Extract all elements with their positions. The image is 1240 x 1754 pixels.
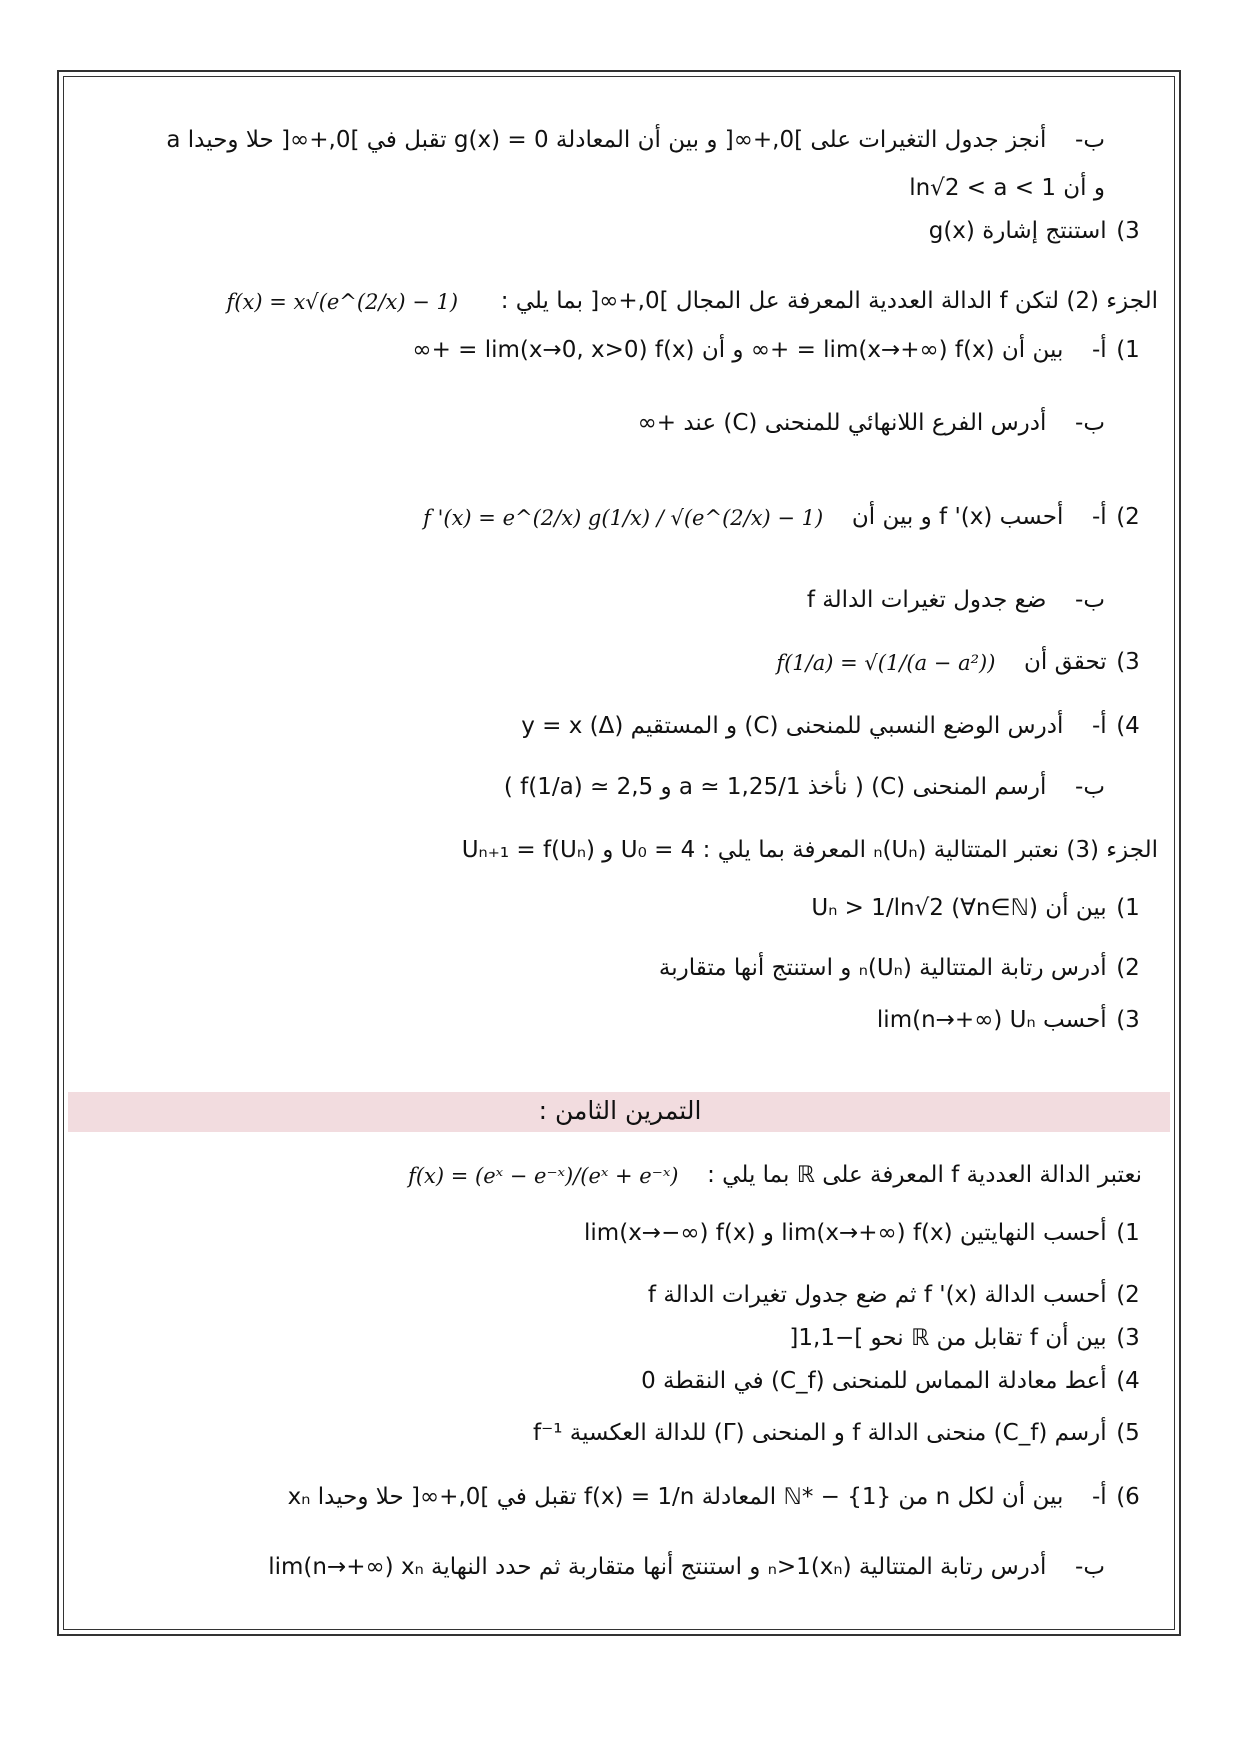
question-text: أرسم المنحنى (C) ( نأخذ 1/a ≃ 1,25 و f(1/a) ≃ 2,5 ) (503, 774, 1047, 800)
function-definition: f(x) = x√(e^(2/x) − 1) (226, 289, 459, 314)
item-marker: أ- (1091, 337, 1107, 363)
question-number: 2) (1116, 955, 1140, 981)
part2-question-2b (807, 585, 1105, 615)
question-number: 2) (1116, 1282, 1140, 1308)
question-number: 4) (1116, 1368, 1140, 1394)
intro-text: نعتبر الدالة العددية f المعرفة على ℝ بما يلي : (707, 1162, 1142, 1188)
exercise-title: التمرين الثامن : (538, 1096, 702, 1125)
part1-question-3 (929, 216, 1142, 246)
exercise8-question-2 (648, 1280, 1142, 1310)
part2-question-1a (412, 335, 1142, 365)
section-heading: الجزء (3) نعتبر المتتالية (Uₙ)ₙ المعرفة بما يلي : U₀ = 4 و Uₙ₊₁ = f(Uₙ) (461, 837, 1158, 863)
item-marker: ب- (1075, 587, 1105, 613)
section-heading: الجزء (2) لتكن f الدالة العددية المعرفة عل المجال ]0,+∞[ بما يلي : (500, 288, 1158, 314)
question-text: بين أن Uₙ > 1/ln√2 (∀n∈ℕ) (811, 895, 1107, 921)
verification-formula: f(1/a) = √(1/(a − a²)) (776, 650, 996, 675)
question-text: بين أن lim(x→+∞) f(x) = +∞ و أن lim(x→0, x>0) f(x) = +∞ (412, 337, 1064, 363)
question-text: أعط معادلة المماس للمنحنى (C_f) في النقطة 0 (641, 1368, 1107, 1394)
part3-heading (462, 835, 1158, 865)
exercise8-question-3 (789, 1323, 1142, 1353)
question-text: استنتج إشارة g(x) (928, 218, 1107, 244)
question-text: أحسب f '(x) و بين أن (851, 504, 1064, 530)
question-number: 4) (1116, 713, 1140, 739)
question-text: أرسم (C_f) منحنى الدالة f و المنحنى (Γ) للدالة العكسية f⁻¹ (532, 1420, 1107, 1446)
item-marker: ب- (1075, 774, 1105, 800)
exercise8-question-1 (584, 1218, 1142, 1248)
question-text: بين أن f تقابل من ℝ نحو ]−1,1[ (789, 1325, 1107, 1351)
item-marker: ب- (1075, 127, 1105, 153)
item-marker: أ- (1091, 713, 1107, 739)
question-number: 1) (1116, 337, 1140, 363)
part2-question-4a (521, 711, 1142, 741)
part2-question-2a (423, 502, 1142, 533)
item-text: أنجز جدول التغيرات على ]0,+∞[ و بين أن المعادلة g(x) = 0 تقبل في ]0,+∞[ حلا وحيدا a (166, 127, 1047, 153)
item-marker: أ- (1091, 504, 1107, 530)
part1-item-b-cont (909, 173, 1105, 203)
part3-question-3 (877, 1005, 1142, 1035)
part3-question-1 (811, 893, 1142, 923)
question-text: أحسب الدالة f '(x) ثم ضع جدول تغيرات الدالة f (647, 1282, 1107, 1308)
question-text: أحسب النهايتين lim(x→+∞) f(x) و lim(x→−∞) f(x) (584, 1220, 1107, 1246)
exercise8-intro (408, 1160, 1142, 1191)
item-text: و أن ln√2 < a < 1 (909, 175, 1105, 201)
derivative-formula: f '(x) = e^(2/x) g(1/x) / √(e^(2/x) − 1) (423, 505, 824, 530)
exercise8-question-5 (533, 1418, 1142, 1448)
question-number: 3) (1116, 1325, 1140, 1351)
question-text: تحقق أن (1024, 649, 1107, 675)
part1-item-b (166, 125, 1105, 155)
part2-question-1b (638, 408, 1105, 438)
question-number: 3) (1116, 1007, 1140, 1033)
question-text: أدرس رتابة المتتالية (xₙ)ₙ>1 و استنتج أنها متقاربة ثم حدد النهاية lim(n→+∞) xₙ (268, 1554, 1047, 1580)
question-number: 1) (1116, 895, 1140, 921)
part2-question-4b (504, 772, 1105, 802)
question-number: 6) (1116, 1484, 1140, 1510)
question-text: أدرس الوضع النسبي للمنحنى (C) و المستقيم y = x (Δ) (521, 713, 1064, 739)
question-text: بين أن لكل n من ℕ* − {1} المعادلة f(x) = 1/n تقبل في ]0,+∞[ حلا وحيدا xₙ (287, 1484, 1064, 1510)
question-text: أحسب lim(n→+∞) Uₙ (876, 1007, 1107, 1033)
question-number: 3) (1116, 218, 1140, 244)
exercise8-question-4 (641, 1366, 1142, 1396)
question-number: 1) (1116, 1220, 1140, 1246)
question-text: أدرس الفرع اللانهائي للمنحنى (C) عند +∞ (637, 410, 1047, 436)
item-marker: ب- (1075, 1554, 1105, 1580)
question-text: أدرس رتابة المتتالية (Uₙ)ₙ و استنتج أنها متقاربة (658, 955, 1107, 981)
question-number: 3) (1116, 649, 1140, 675)
exercise8-question-6b (268, 1552, 1105, 1582)
part2-question-3 (776, 647, 1142, 678)
function-definition: f(x) = (eˣ − e⁻ˣ)/(eˣ + e⁻ˣ) (408, 1163, 679, 1188)
question-text: ضع جدول تغيرات الدالة f (806, 587, 1047, 613)
exercise8-question-6a (288, 1482, 1142, 1512)
question-number: 2) (1116, 504, 1140, 530)
question-number: 5) (1116, 1420, 1140, 1446)
item-marker: أ- (1091, 1484, 1107, 1510)
part2-heading (227, 286, 1158, 317)
item-marker: ب- (1075, 410, 1105, 436)
part3-question-2 (659, 953, 1142, 983)
